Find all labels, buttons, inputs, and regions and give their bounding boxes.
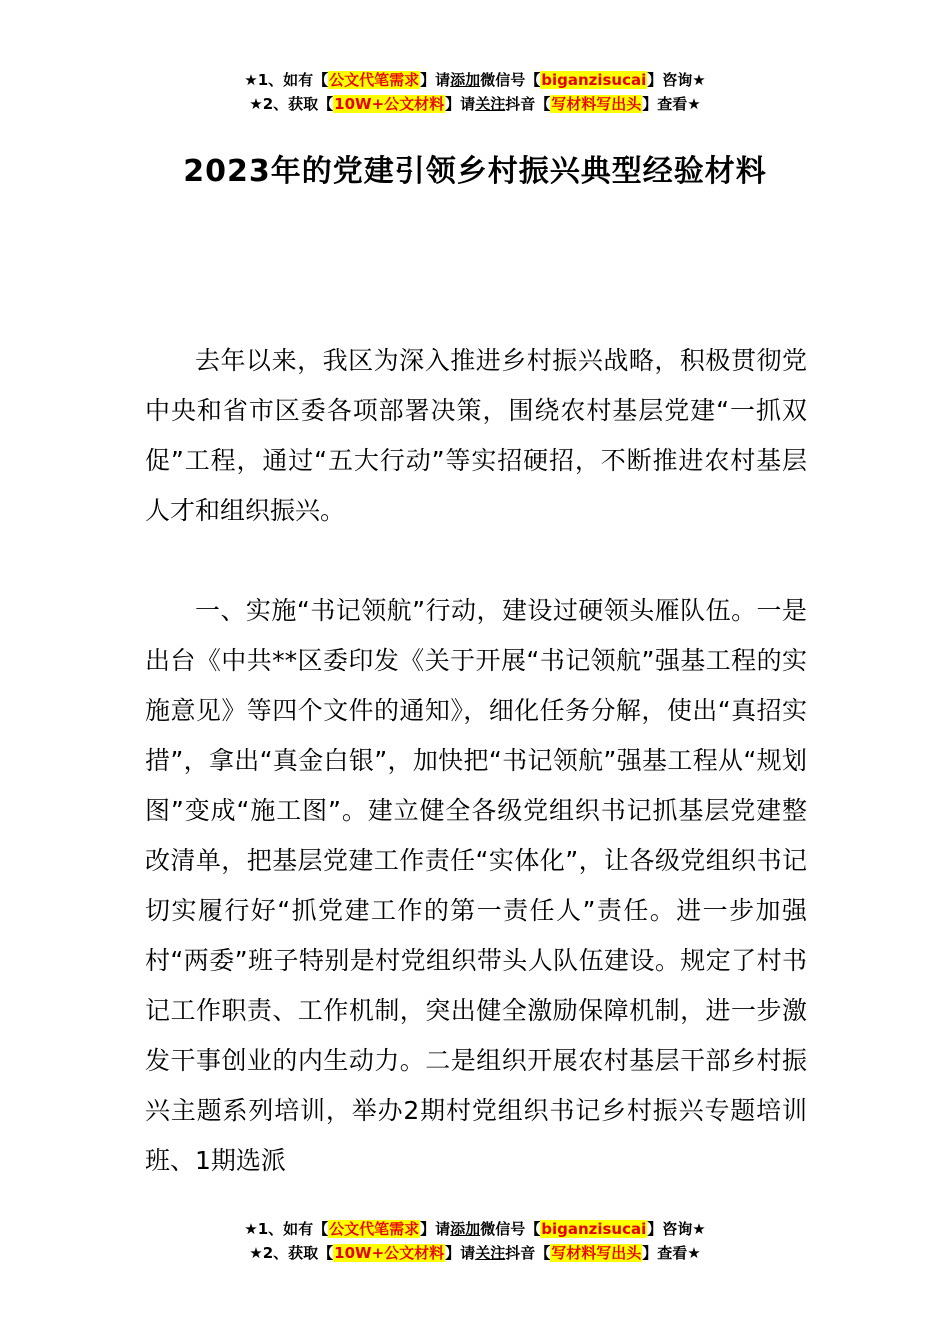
promo-text: 】查看: [642, 1244, 688, 1262]
promo-line-1: [0, 68, 950, 92]
promo-line-2: [0, 92, 950, 116]
promo-text: 】咨询: [647, 71, 693, 89]
promo-underlined: 添加: [450, 71, 481, 89]
promo-underlined: 关注: [475, 95, 506, 113]
promo-line-2: [0, 1241, 950, 1265]
promo-underlined: 添加: [450, 1220, 481, 1238]
star-icon: ★: [687, 95, 701, 113]
promo-highlight: 公文代笔需求: [329, 1220, 420, 1238]
promo-line-1: [0, 1217, 950, 1241]
body-paragraph: 一、实施“书记领航”行动，建设过硬领头雁队伍。一是出台《中共**区委印发《关于开展“书记领航”强基工程的实施意见》等四个文件的通知》，细化任务分解，使出“真招实措”，拿出“真金白银”，加快把“书记领航”强基工程从“规划图”变成“施工图”。建立健全各级党组织书记抓基层党建整改清单，把基层党建工作责任“实体化”，让各级党组织书记切实履行好“抓党建工作的第一责任人”责任。进一步加强村“两委”班子特别是村党组织带头人队伍建设。规定了村书记工作职责、工作机制，突出健全激励保障机制，进一步激发干事创业的内生动力。二是组织开展农村基层干部乡村振兴主题系列培训，举办2期村党组织书记乡村振兴专题培训班、1期选派: [145, 596, 807, 1175]
footer-promo: [0, 1217, 950, 1265]
promo-highlight: 写材料写出头: [551, 1244, 642, 1262]
star-icon: ★: [244, 1220, 258, 1238]
star-icon: ★: [249, 1244, 263, 1262]
promo-highlight: biganzisucai: [541, 71, 647, 89]
promo-text: 】查看: [642, 95, 688, 113]
promo-highlight: 10W+公文材料: [334, 1244, 445, 1262]
promo-text: 】咨询: [647, 1220, 693, 1238]
star-icon: ★: [692, 1220, 706, 1238]
promo-text: 1、如有【: [257, 71, 329, 89]
promo-highlight: 10W+公文材料: [334, 95, 445, 113]
body-paragraph: 去年以来，我区为深入推进乡村振兴战略，积极贯彻党中央和省市区委各项部署决策，围绕农村基层党建“一抓双促”工程，通过“五大行动”等实招硬招，不断推进农村基层人才和组织振兴。: [145, 346, 807, 525]
promo-text: 1、如有【: [257, 1220, 329, 1238]
promo-text: 抖音【: [505, 95, 551, 113]
promo-underlined: 关注: [475, 1244, 506, 1262]
promo-highlight: biganzisucai: [541, 1220, 647, 1238]
promo-text: 】请: [445, 95, 476, 113]
star-icon: ★: [687, 1244, 701, 1262]
document-body: [145, 336, 807, 1186]
promo-highlight: 写材料写出头: [551, 95, 642, 113]
promo-highlight: 公文代笔需求: [329, 71, 420, 89]
header-promo: [0, 68, 950, 116]
star-icon: ★: [692, 71, 706, 89]
promo-text: 微信号【: [480, 71, 541, 89]
star-icon: ★: [244, 71, 258, 89]
document-title: 2023年的党建引领乡村振兴典型经验材料: [183, 154, 767, 189]
paragraph-spacer: [145, 536, 807, 586]
promo-text: 抖音【: [505, 1244, 551, 1262]
promo-text: 】请: [445, 1244, 476, 1262]
promo-text: 微信号【: [480, 1220, 541, 1238]
promo-text: 】请: [420, 71, 451, 89]
promo-text: 】请: [420, 1220, 451, 1238]
star-icon: ★: [249, 95, 263, 113]
promo-text: 2、获取【: [262, 1244, 334, 1262]
promo-text: 2、获取【: [262, 95, 334, 113]
